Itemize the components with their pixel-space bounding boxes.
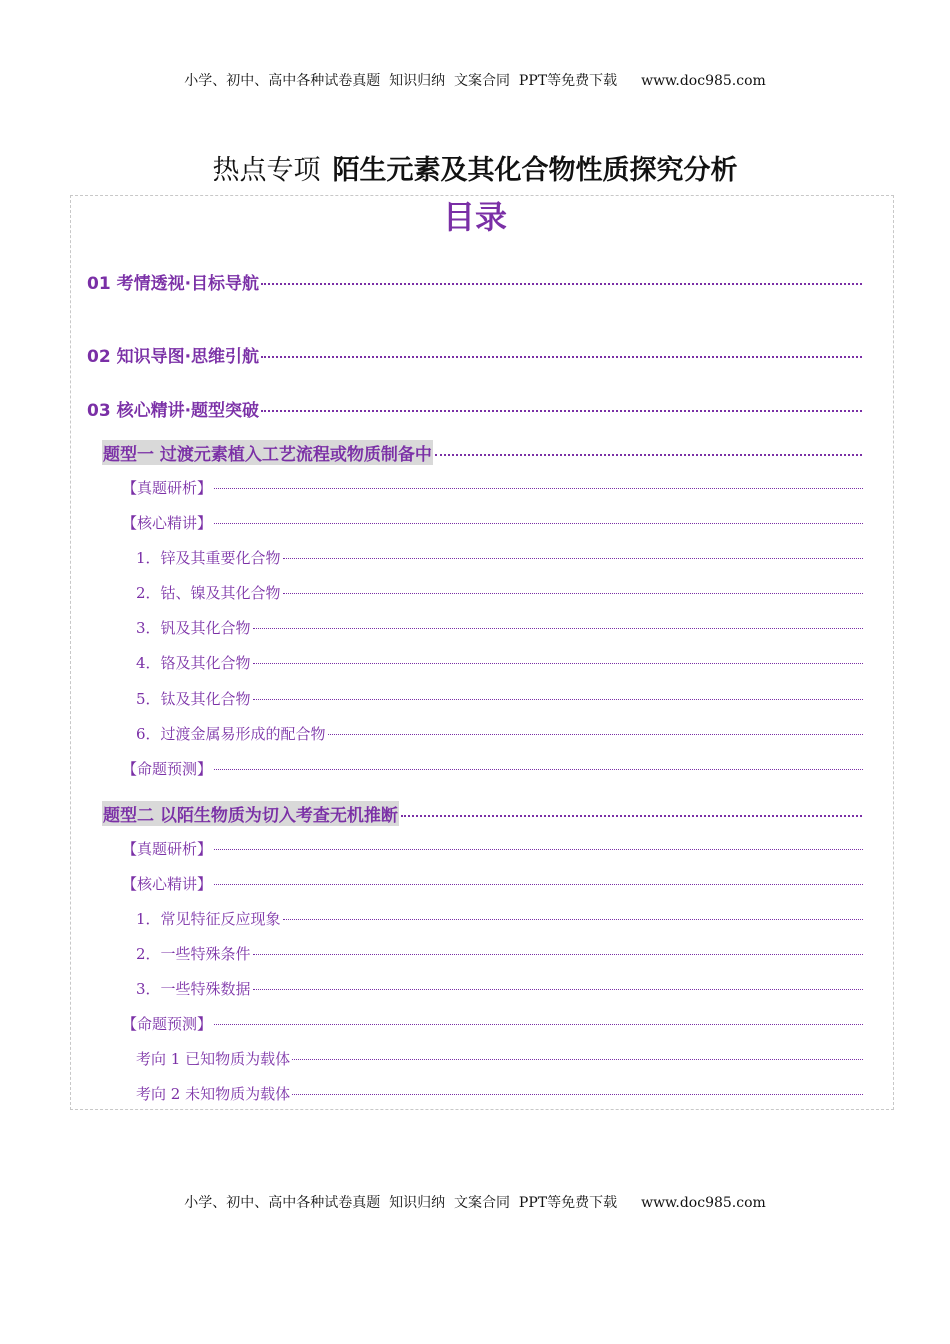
dot-leader bbox=[283, 576, 863, 594]
dot-leader bbox=[214, 506, 863, 524]
toc-entry-label: 3．一些特殊数据 bbox=[136, 979, 251, 998]
dot-leader bbox=[401, 796, 862, 817]
dot-leader bbox=[283, 902, 863, 920]
dot-leader bbox=[214, 471, 863, 489]
toc-entry-label: 【真题研析】 bbox=[122, 478, 213, 497]
toc-entry-label: 题型二 以陌生物质为切入考查无机推断 bbox=[102, 801, 399, 826]
toc-entry-label: 2．钴、镍及其化合物 bbox=[136, 583, 281, 602]
dot-leader bbox=[214, 832, 863, 850]
dot-leader bbox=[261, 264, 862, 285]
dot-leader bbox=[253, 937, 863, 955]
toc-entry-label: 考向 1 已知物质为载体 bbox=[136, 1049, 291, 1068]
toc-entry-label: 1．常见特征反应现象 bbox=[136, 909, 281, 928]
toc-entry-special-data[interactable] bbox=[136, 976, 863, 999]
toc-entry-label: 考向 2 未知物质为载体 bbox=[136, 1084, 291, 1103]
toc-entry-titanium[interactable] bbox=[136, 686, 863, 709]
dot-leader bbox=[214, 752, 863, 770]
page-header bbox=[0, 70, 950, 90]
dot-leader bbox=[214, 867, 863, 885]
toc-entry-01[interactable] bbox=[87, 268, 862, 294]
toc-entry-type-1[interactable] bbox=[102, 439, 862, 465]
toc-entry-02[interactable] bbox=[87, 341, 862, 367]
dot-leader bbox=[283, 541, 863, 559]
toc-entry-label: 题型一 过渡元素植入工艺流程或物质制备中 bbox=[102, 440, 433, 465]
toc-entry-type-2[interactable] bbox=[102, 800, 862, 826]
toc-entry-label: 02 知识导图·思维引航 bbox=[87, 346, 260, 367]
toc-entry-vanadium[interactable] bbox=[136, 615, 863, 638]
toc-entry-label: 【核心精讲】 bbox=[122, 874, 213, 893]
toc-entry-label: 01 考情透视·目标导航 bbox=[87, 273, 260, 294]
toc-entry-prediction-2[interactable] bbox=[122, 1011, 863, 1034]
dot-leader bbox=[253, 682, 863, 700]
toc-entry-special-conditions[interactable] bbox=[136, 941, 863, 964]
toc-entry-label: 【命题预测】 bbox=[122, 759, 213, 778]
dot-leader bbox=[214, 1007, 863, 1025]
toc-entry-direction-1[interactable] bbox=[136, 1046, 863, 1069]
toc-entry-chromium[interactable] bbox=[136, 650, 863, 673]
toc-entry-zinc[interactable] bbox=[136, 545, 863, 568]
toc-entry-reaction-phenomena[interactable] bbox=[136, 906, 863, 929]
dot-leader bbox=[292, 1042, 863, 1060]
dot-leader bbox=[253, 646, 863, 664]
toc-entry-label: 03 核心精讲·题型突破 bbox=[87, 400, 260, 421]
toc-entry-cobalt-nickel[interactable] bbox=[136, 580, 863, 603]
toc-entry-label: 【真题研析】 bbox=[122, 839, 213, 858]
header-site-link[interactable]: www.doc985.com bbox=[641, 73, 766, 89]
page-footer bbox=[0, 1192, 950, 1212]
toc-entry-label: 【命题预测】 bbox=[122, 1014, 213, 1033]
toc-entry-label: 4．铬及其化合物 bbox=[136, 653, 251, 672]
toc-entry-real-questions-1[interactable] bbox=[122, 475, 863, 498]
header-text: 小学、初中、高中各种试卷真题 知识归纳 文案合同 PPT等免费下载 bbox=[184, 73, 618, 89]
dot-leader bbox=[292, 1077, 863, 1095]
toc-entry-direction-2[interactable] bbox=[136, 1081, 863, 1104]
toc-entry-real-questions-2[interactable] bbox=[122, 836, 863, 859]
dot-leader bbox=[435, 435, 862, 456]
title-prefix: 热点专项 bbox=[212, 155, 321, 186]
toc-entry-03[interactable] bbox=[87, 395, 862, 421]
footer-site-link[interactable]: www.doc985.com bbox=[641, 1195, 766, 1211]
toc-entry-core-points-2[interactable] bbox=[122, 871, 863, 894]
document-title bbox=[0, 148, 950, 187]
toc-entry-label: 5．钛及其化合物 bbox=[136, 689, 251, 708]
toc-entry-core-points-1[interactable] bbox=[122, 510, 863, 533]
footer-text: 小学、初中、高中各种试卷真题 知识归纳 文案合同 PPT等免费下载 bbox=[184, 1195, 618, 1211]
toc-entry-complexes[interactable] bbox=[136, 721, 863, 744]
dot-leader bbox=[261, 337, 862, 358]
toc-entry-label: 2．一些特殊条件 bbox=[136, 944, 251, 963]
toc-entry-label: 6．过渡金属易形成的配合物 bbox=[136, 724, 326, 743]
dot-leader bbox=[261, 391, 862, 412]
toc-heading: 目录 bbox=[442, 198, 507, 236]
dot-leader bbox=[253, 611, 863, 629]
dot-leader bbox=[328, 717, 863, 735]
dot-leader bbox=[253, 972, 863, 990]
toc-entry-label: 【核心精讲】 bbox=[122, 513, 213, 532]
title-main: 陌生元素及其化合物性质探究分析 bbox=[332, 155, 738, 186]
toc-entry-label: 3．钒及其化合物 bbox=[136, 618, 251, 637]
toc-entry-label: 1．锌及其重要化合物 bbox=[136, 548, 281, 567]
toc-entry-prediction-1[interactable] bbox=[122, 756, 863, 779]
